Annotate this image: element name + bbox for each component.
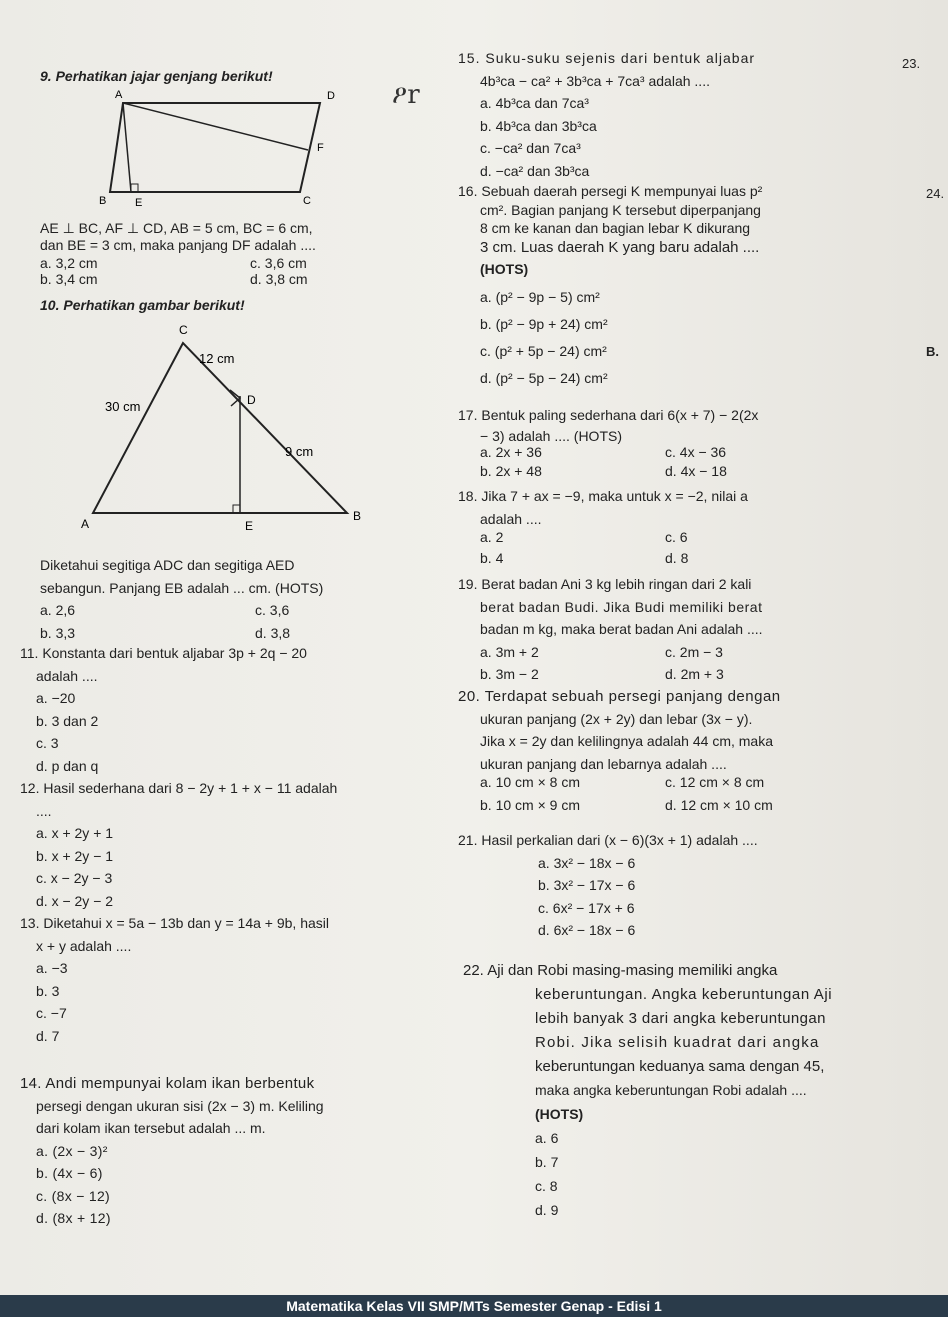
option-a[interactable]: a. 4b³ca dan 7ca³: [480, 95, 589, 111]
option-c[interactable]: c. −7: [36, 1005, 67, 1021]
option-c[interactable]: c. 3,6 cm: [250, 255, 307, 271]
question-20: 20. Terdapat sebuah persegi panjang dengan ukuran panjang (2x + 2y) dan lebar (3x − y). Jika x = 2y dan kelilingnya adalah 44 cm, maka ukuran panjang dan lebarnya adalah .... a. 10 cm × 8 cm c. 12 cm × 8 cm b. 10 cm × 9 cm d. 12 cm × 10 cm: [458, 688, 781, 813]
question-19: 19. Berat badan Ani 3 kg lebih ringan dari 2 kali berat badan Budi. Jika Budi memiliki berat badan m kg, maka berat badan Ani adalah .... a. 3m + 2 c. 2m − 3 b. 3m − 2 d. 2m + 3: [458, 576, 763, 682]
option-a[interactable]: a. 3,2 cm: [40, 255, 98, 271]
option-c[interactable]: c. 4x − 36: [665, 444, 727, 460]
option-c[interactable]: c. (p² + 5p − 24) cm²: [480, 342, 607, 359]
label-a: A: [81, 517, 90, 531]
page-footer: Matematika Kelas VII SMP/MTs Semester Genap - Edisi 1: [0, 1295, 948, 1317]
option-b[interactable]: b. x + 2y − 1: [36, 847, 114, 864]
option-c[interactable]: c. −ca² dan 7ca³: [480, 140, 581, 156]
option-b[interactable]: b. 4: [480, 549, 504, 566]
label-b: B: [353, 509, 362, 523]
question-16: 16. Sebuah daerah persegi K mempunyai luas p² cm². Bagian panjang K tersebut diperpanjang 8 cm ke kanan dan bagian lebar K dikurang 3 cm. Luas daerah K yang baru adalah .... (HOTS) a. (p² − 9p − 5) cm² b. (p² − 9p + 24) cm² c. (p² + 5p − 24) cm² d. (p² − 5p − 24) cm²: [458, 183, 762, 392]
label-d: D: [327, 90, 335, 102]
question-9-title: 9. Perhatikan jajar genjang berikut!: [40, 68, 273, 84]
label-c: C: [303, 195, 311, 207]
option-d[interactable]: d. 4x − 18: [665, 462, 727, 479]
option-d[interactable]: d. 3,8 cm: [250, 270, 308, 287]
option-c[interactable]: c. 2m − 3: [665, 643, 723, 660]
label-e: E: [245, 519, 254, 533]
section-b-label: B.: [926, 344, 939, 359]
option-c[interactable]: c. (8x − 12): [36, 1187, 111, 1204]
label-9cm: 9 cm: [285, 444, 314, 459]
parallelogram-figure: [95, 85, 345, 215]
option-d[interactable]: d. 7: [36, 1027, 60, 1044]
option-a[interactable]: a. 2x + 36: [480, 444, 542, 460]
label-a: A: [115, 89, 123, 101]
question-17: 17. Bentuk paling sederhana dari 6(x + 7) − 2(2x − 3) adalah .... (HOTS) a. 2x + 36 c. 4x − 36 b. 2x + 48 d. 4x − 18: [458, 407, 759, 479]
option-c[interactable]: c. 12 cm × 8 cm: [665, 774, 765, 790]
option-d[interactable]: d. p dan q: [36, 757, 99, 774]
label-d: D: [247, 393, 256, 407]
option-b[interactable]: b. 2x + 48: [480, 462, 542, 479]
label-12cm: 12 cm: [199, 351, 235, 366]
option-b[interactable]: b. 3,3: [40, 624, 76, 641]
option-a[interactable]: a. (2x − 3)²: [36, 1142, 108, 1159]
option-d[interactable]: d. 3,8: [255, 624, 291, 641]
option-b[interactable]: b. (4x − 6): [36, 1165, 103, 1181]
label-b: B: [99, 195, 107, 207]
question-9-options: [40, 255, 308, 293]
option-d[interactable]: d. 8: [665, 549, 689, 566]
option-b[interactable]: b. 3,4 cm: [40, 270, 98, 287]
option-a[interactable]: a. x + 2y + 1: [36, 825, 114, 841]
label-e: E: [135, 197, 143, 209]
question-10-body: Diketahui segitiga ADC dan segitiga AED sebangun. Panjang EB adalah ... cm. (HOTS) a. 2,6 c. 3,6 b. 3,3 d. 3,8: [40, 557, 324, 641]
question-11: 11. Konstanta dari bentuk aljabar 3p + 2q − 20 adalah .... a. −20 b. 3 dan 2 c. 3 d. p dan q: [20, 645, 307, 780]
option-a[interactable]: a. 3x² − 18x − 6: [538, 854, 636, 871]
option-a[interactable]: a. 6: [535, 1130, 559, 1146]
label-c: C: [179, 323, 188, 337]
option-c[interactable]: c. x − 2y − 3: [36, 870, 113, 886]
question-21: 21. Hasil perkalian dari (x − 6)(3x + 1) adalah .... a. 3x² − 18x − 6 b. 3x² − 17x − 6 c. 6x² − 17x + 6 d. 6x² − 18x − 6: [458, 832, 758, 945]
option-a[interactable]: a. (p² − 9p − 5) cm²: [480, 288, 600, 305]
option-d[interactable]: d. 9: [535, 1202, 559, 1218]
option-b[interactable]: b. 3m − 2: [480, 666, 539, 682]
option-d[interactable]: d. −ca² dan 3b³ca: [480, 162, 590, 179]
label-30cm: 30 cm: [105, 399, 141, 414]
option-a[interactable]: a. 2,6: [40, 602, 76, 618]
option-b[interactable]: b. (p² − 9p + 24) cm²: [480, 315, 608, 332]
option-c[interactable]: c. 6: [665, 529, 688, 545]
option-b[interactable]: b. 3: [36, 982, 60, 999]
option-b[interactable]: b. 3x² − 17x − 6: [538, 877, 636, 893]
option-d[interactable]: d. 2m + 3: [665, 666, 724, 682]
question-14: 14. Andi mempunyai kolam ikan berbentuk persegi dengan ukuran sisi (2x − 3) m. Keliling dari kolam ikan tersebut adalah ... m. a. (2x − 3)² b. (4x − 6) c. (8x − 12) d. (8x + 12): [20, 1075, 324, 1233]
option-b[interactable]: b. 4b³ca dan 3b³ca: [480, 117, 597, 134]
option-d[interactable]: d. (8x + 12): [36, 1210, 111, 1226]
question-18: 18. Jika 7 + ax = −9, maka untuk x = −2, nilai a adalah .... a. 2 c. 6 b. 4 d. 8: [458, 488, 748, 566]
option-d[interactable]: d. (p² − 5p − 24) cm²: [480, 369, 608, 386]
option-c[interactable]: c. 6x² − 17x + 6: [538, 899, 635, 916]
question-12: 12. Hasil sederhana dari 8 − 2y + 1 + x − 11 adalah .... a. x + 2y + 1 b. x + 2y − 1 c. x − 2y − 3 d. x − 2y − 2: [20, 780, 337, 915]
option-b[interactable]: b. 3 dan 2: [36, 712, 99, 729]
option-c[interactable]: c. 3: [36, 735, 59, 751]
triangle-figure: [75, 318, 375, 538]
option-d[interactable]: d. x − 2y − 2: [36, 892, 114, 909]
next-question-number-23: 23.: [902, 56, 921, 71]
option-c[interactable]: c. 8: [535, 1178, 558, 1194]
handwritten-mark: ዖr: [392, 80, 420, 110]
question-22: 22. Aji dan Robi masing-masing memiliki angka keberuntungan. Angka keberuntungan Aji lebih banyak 3 dari angka keberuntungan Robi. Jika selisih kuadrat dari angka keberuntungan keduanya sama dengan 45, maka angka keberuntungan Robi adalah .... (HOTS) a. 6 b. 7 c. 8 d. 9: [463, 962, 832, 1226]
question-13: 13. Diketahui x = 5a − 13b dan y = 14a + 9b, hasil x + y adalah .... a. −3 b. 3 c. −7 d. 7: [20, 915, 329, 1050]
option-a[interactable]: a. 10 cm × 8 cm: [480, 774, 580, 790]
next-question-number-24: 24.: [926, 186, 945, 201]
option-a[interactable]: a. −3: [36, 960, 68, 976]
option-b[interactable]: b. 10 cm × 9 cm: [480, 796, 580, 813]
option-d[interactable]: d. 6x² − 18x − 6: [538, 922, 636, 938]
option-a[interactable]: a. 3m + 2: [480, 643, 539, 660]
option-c[interactable]: c. 3,6: [255, 602, 290, 618]
option-a[interactable]: a. 2: [480, 529, 504, 545]
label-f: F: [317, 142, 324, 154]
question-10-title: 10. Perhatikan gambar berikut!: [40, 297, 245, 313]
question-9-body: AE ⊥ BC, AF ⊥ CD, AB = 5 cm, BC = 6 cm, dan BE = 3 cm, maka panjang DF adalah ....: [40, 220, 316, 253]
option-d[interactable]: d. 12 cm × 10 cm: [665, 796, 773, 813]
option-a[interactable]: a. −20: [36, 690, 76, 706]
question-15: 15. Suku-suku sejenis dari bentuk aljabar 4b³ca − ca² + 3b³ca + 7ca³ adalah .... a. 4b³ca dan 7ca³ b. 4b³ca dan 3b³ca c. −ca² dan 7ca³ d. −ca² dan 3b³ca: [458, 50, 755, 185]
option-b[interactable]: b. 7: [535, 1154, 559, 1170]
